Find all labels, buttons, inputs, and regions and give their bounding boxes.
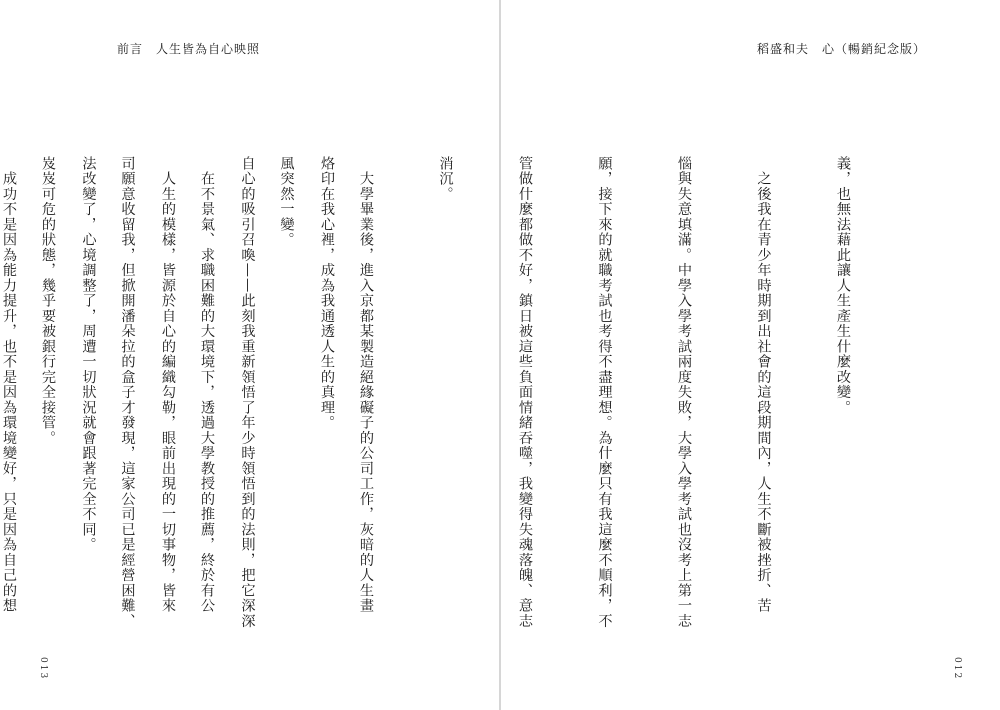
text-line: 在不景氣、求職困難的大環境下，透過大學教授的推薦，終於有公	[199, 156, 215, 614]
text-line: 大學畢業後，進入京都某製造絕緣礙子的公司工作，灰暗的人生畫	[358, 156, 374, 614]
text-line: 願，接下來的就職考試也考得不盡理想。為什麼只有我這麼不順利，不	[596, 156, 613, 629]
text-line: 管做什麼都做不好，鎮日被這些負面情緒吞噬，我變得失魂落魄、意志	[517, 156, 533, 629]
text-line: 岌岌可危的狀態，幾乎要被銀行完全接管。	[40, 156, 56, 446]
text-line: 成功不是因為能力提升，也不是因為環境變好，只是因為自己的想	[1, 156, 17, 614]
text-line: 惱與失意填滿。中學入學考試兩度失敗，大學入學考試也沒考上第一志	[676, 156, 692, 629]
text-line: 人生的模樣，皆源於自心的編織勾勒，眼前出現的一切事物，皆來	[160, 156, 176, 614]
text-line: 自心的吸引召喚——此刻我重新領悟了年少時領悟到的法則，把它深深	[239, 156, 256, 629]
text-line: 烙印在我心裡，成為我通透人生的真理。	[319, 156, 335, 431]
text-line: 風突然一變。	[278, 156, 295, 248]
page-number: 013	[38, 656, 48, 680]
book-title-running-head: 稻盛和夫 心（暢銷紀念版）	[756, 42, 926, 56]
page-number: 012	[952, 656, 962, 680]
text-line: 之後我在青少年時期到出社會的這段期間內，人生不斷被挫折、苦	[755, 156, 772, 614]
chapter-running-head: 前言 人生皆為自心映照	[117, 42, 261, 56]
text-line: 義，也無法藉此讓人生產生什麼改變。	[835, 156, 851, 416]
text-line: 司願意收留我，但掀開潘朵拉的盒子才發現，這家公司已是經營困難、	[119, 156, 136, 629]
text-line: 消沉。	[437, 156, 454, 202]
text-line: 法改變了，心境調整了，周遭一切狀況就會跟著完全不同。	[80, 156, 97, 553]
